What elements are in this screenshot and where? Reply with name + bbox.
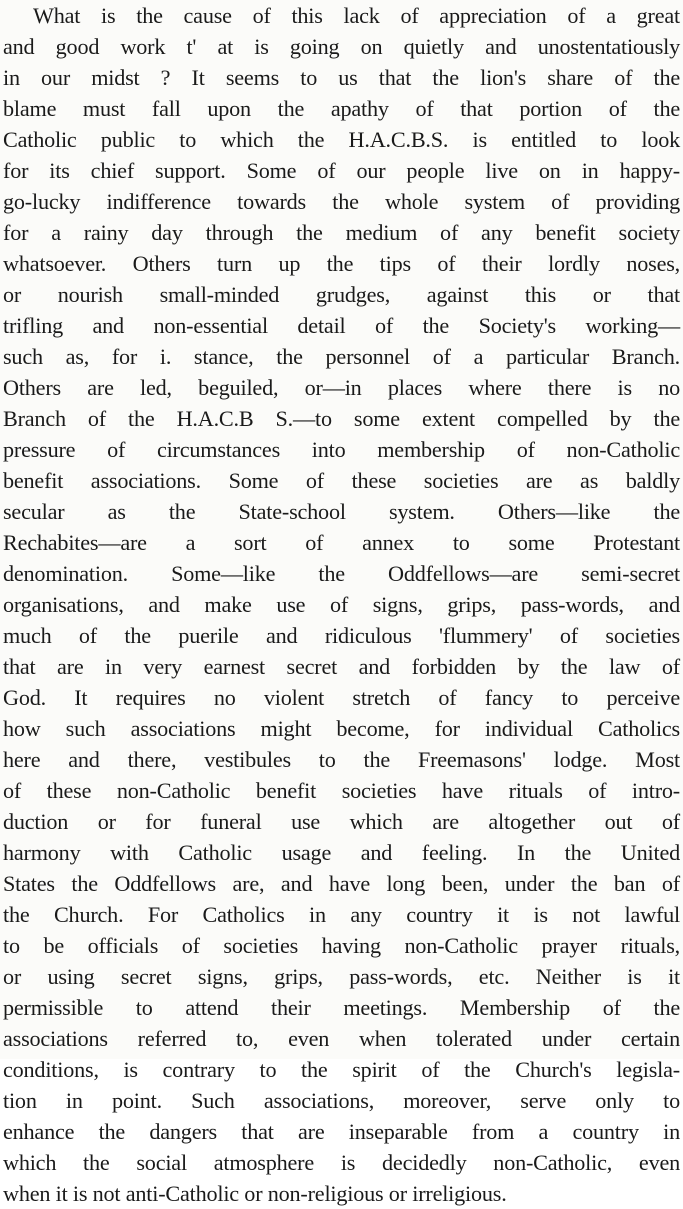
text-line: of these non-Catholic benefit societies have rituals of intro- — [3, 778, 680, 803]
text-line: benefit associations. Some of these societies are as baldly — [3, 468, 680, 493]
text-line: permissible to attend their meetings. Membership of the — [3, 995, 680, 1020]
text-line: Rechabites—are a sort of annex to some Protestant — [3, 530, 680, 555]
text-line: pressure of circumstances into membership of non-Catholic — [3, 437, 680, 462]
text-line: God. It requires no violent stretch of fancy to perceive — [3, 685, 680, 710]
text-line: Catholic public to which the H.A.C.B.S. is entitled to look — [3, 127, 680, 152]
text-line: blame must fall upon the apathy of that portion of the — [3, 96, 680, 121]
text-line: Others are led, beguiled, or—in places where there is no — [3, 375, 680, 400]
text-line: and good work t' at is going on quietly and unostentatiously — [3, 34, 680, 59]
text-line: such as, for i. stance, the personnel of a particular Branch. — [3, 344, 680, 369]
text-line: enhance the dangers that are inseparable from a country in — [3, 1119, 680, 1144]
article-column — [3, 0, 680, 1209]
text-line: whatsoever. Others turn up the tips of their lordly noses, — [3, 251, 680, 276]
text-line: tion in point. Such associations, moreover, serve only to — [3, 1088, 680, 1113]
text-line: What is the cause of this lack of appreciation of a great — [33, 3, 680, 28]
text-line: harmony with Catholic usage and feeling. In the United — [3, 840, 680, 865]
text-line: which the social atmosphere is decidedly non-Catholic, even — [3, 1150, 680, 1175]
text-line: in our midst ? It seems to us that the lion's share of the — [3, 65, 680, 90]
text-line: or using secret signs, grips, pass-words, etc. Neither is it — [3, 964, 680, 989]
text-line: for a rainy day through the medium of any benefit society — [3, 220, 680, 245]
text-line: how such associations might become, for individual Catholics — [3, 716, 680, 741]
text-line: secular as the State-school system. Others—like the — [3, 499, 680, 524]
text-line: the Church. For Catholics in any country it is not lawful — [3, 902, 680, 927]
text-line: to be officials of societies having non-Catholic prayer rituals, — [3, 933, 680, 958]
text-line: Branch of the H.A.C.B S.—to some extent compelled by the — [3, 406, 680, 431]
text-line: much of the puerile and ridiculous 'flummery' of societies — [3, 623, 680, 648]
text-line: denomination. Some—like the Oddfellows—are semi-secret — [3, 561, 680, 586]
text-line: duction or for funeral use which are altogether out of — [3, 809, 680, 834]
text-line: for its chief support. Some of our people live on in happy- — [3, 158, 680, 183]
text-line: organisations, and make use of signs, grips, pass-words, and — [3, 592, 680, 617]
text-line: or nourish small-minded grudges, against this or that — [3, 282, 680, 307]
text-line: trifling and non-essential detail of the Society's working— — [3, 313, 680, 338]
text-line: States the Oddfellows are, and have long been, under the ban of — [3, 871, 680, 896]
text-line: here and there, vestibules to the Freemasons' lodge. Most — [3, 747, 680, 772]
text-line: conditions, is contrary to the spirit of the Church's legisla- — [3, 1057, 680, 1082]
text-line: go-lucky indifference towards the whole system of providing — [3, 189, 680, 214]
text-line: associations referred to, even when tolerated under certain — [3, 1026, 680, 1051]
text-line: that are in very earnest secret and forbidden by the law of — [3, 654, 680, 679]
text-line: when it is not anti-Catholic or non-religious or irreligious. — [3, 1181, 507, 1206]
